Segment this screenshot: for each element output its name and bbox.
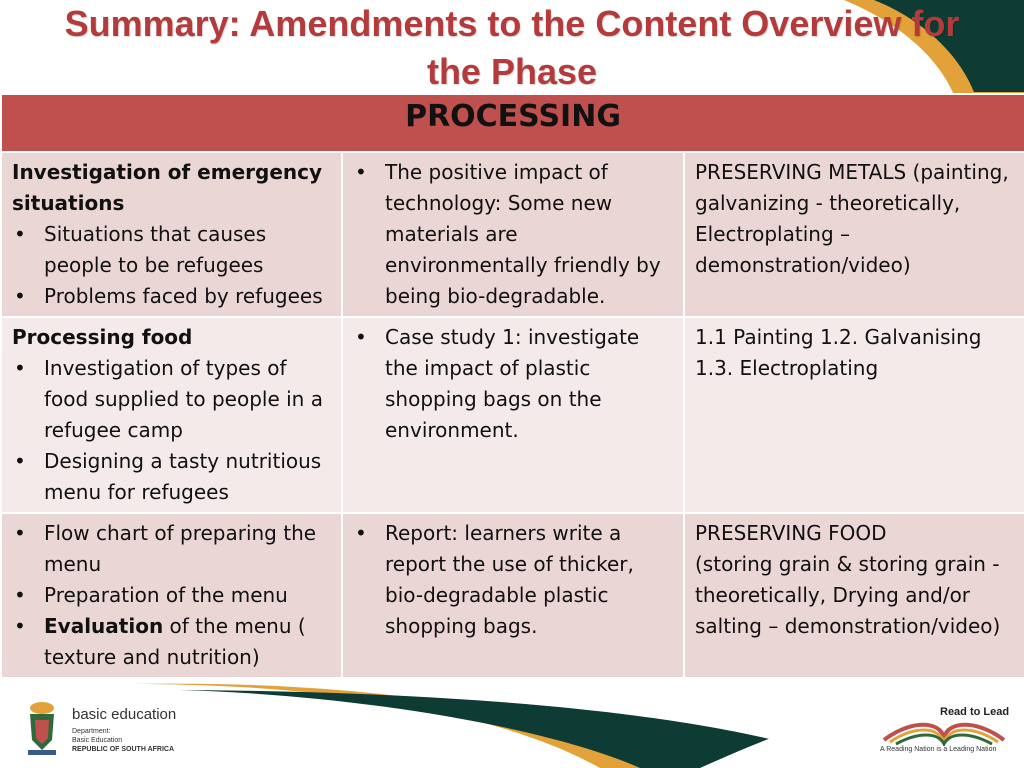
logo-title: Read to Lead — [940, 706, 1010, 718]
cell-heading: Processing food — [12, 325, 193, 349]
content-table — [0, 93, 1024, 679]
title-line-2: the Phase — [426, 51, 598, 92]
list-item: • The positive impact of technology: Some new materials are environmentally friendly by being bio-degradable. — [385, 157, 673, 312]
table-row — [1, 152, 1024, 317]
table-cell — [684, 317, 1024, 513]
logo-tagline: A Reading Nation is a Leading Nation — [880, 746, 997, 753]
read-to-lead-logo — [872, 700, 1012, 760]
table-cell — [342, 317, 684, 513]
table-cell — [1, 317, 342, 513]
table-header-processing: PROCESSING — [1, 94, 1024, 152]
basic-education-logo — [22, 700, 192, 756]
cell-text: 1.1 Painting 1.2. Galvanising 1.3. Electroplating — [695, 325, 982, 380]
table-cell — [684, 152, 1024, 317]
cell-heading: Investigation of emergency situations — [12, 160, 323, 215]
list-item: • Report: learners write a report the use of thicker, bio-degradable plastic shopping bags. — [385, 518, 673, 642]
cell-text: PRESERVING METALS (painting, galvanizing - theoretically, Electroplating – demonstration/video) — [695, 160, 1009, 277]
page-title — [0, 0, 1024, 96]
list-item: • Situations that causes people to be refugees — [44, 219, 331, 281]
list-item: • Case study 1: investigate the impact of plastic shopping bags on the environment. — [385, 322, 673, 446]
table-cell — [342, 513, 684, 678]
list-item-text: of the menu ( texture and nutrition) — [44, 614, 306, 669]
list-item: • Flow chart of preparing the menu — [44, 518, 331, 580]
list-item: • Investigation of types of food supplied to people in a refugee camp — [44, 353, 331, 446]
table-cell — [342, 152, 684, 317]
table-row — [1, 317, 1024, 513]
list-item: • Designing a tasty nutritious menu for refugees — [44, 446, 331, 508]
cell-text: (storing grain & storing grain - theoretically, Drying and/or salting – demonstration/video) — [695, 552, 1001, 638]
logo-country: REPUBLIC OF SOUTH AFRICA — [72, 746, 175, 753]
logo-dept: Department: — [72, 728, 111, 735]
open-book-icon — [880, 714, 1008, 746]
logo-dept-name: Basic Education — [72, 737, 123, 744]
cell-text: PRESERVING FOOD — [695, 521, 887, 545]
list-item: • Preparation of the menu — [44, 580, 331, 611]
title-line-1: Summary: Amendments to the Content Overview for — [64, 3, 960, 44]
coat-of-arms-icon — [22, 700, 62, 756]
list-item — [44, 611, 331, 673]
logo-name: basic education — [72, 706, 177, 723]
table-row — [1, 513, 1024, 678]
table-cell — [684, 513, 1024, 678]
table-cell — [1, 152, 342, 317]
list-item: • Problems faced by refugees — [44, 281, 331, 312]
table-cell — [1, 513, 342, 678]
bold-text: Evaluation — [44, 614, 164, 638]
